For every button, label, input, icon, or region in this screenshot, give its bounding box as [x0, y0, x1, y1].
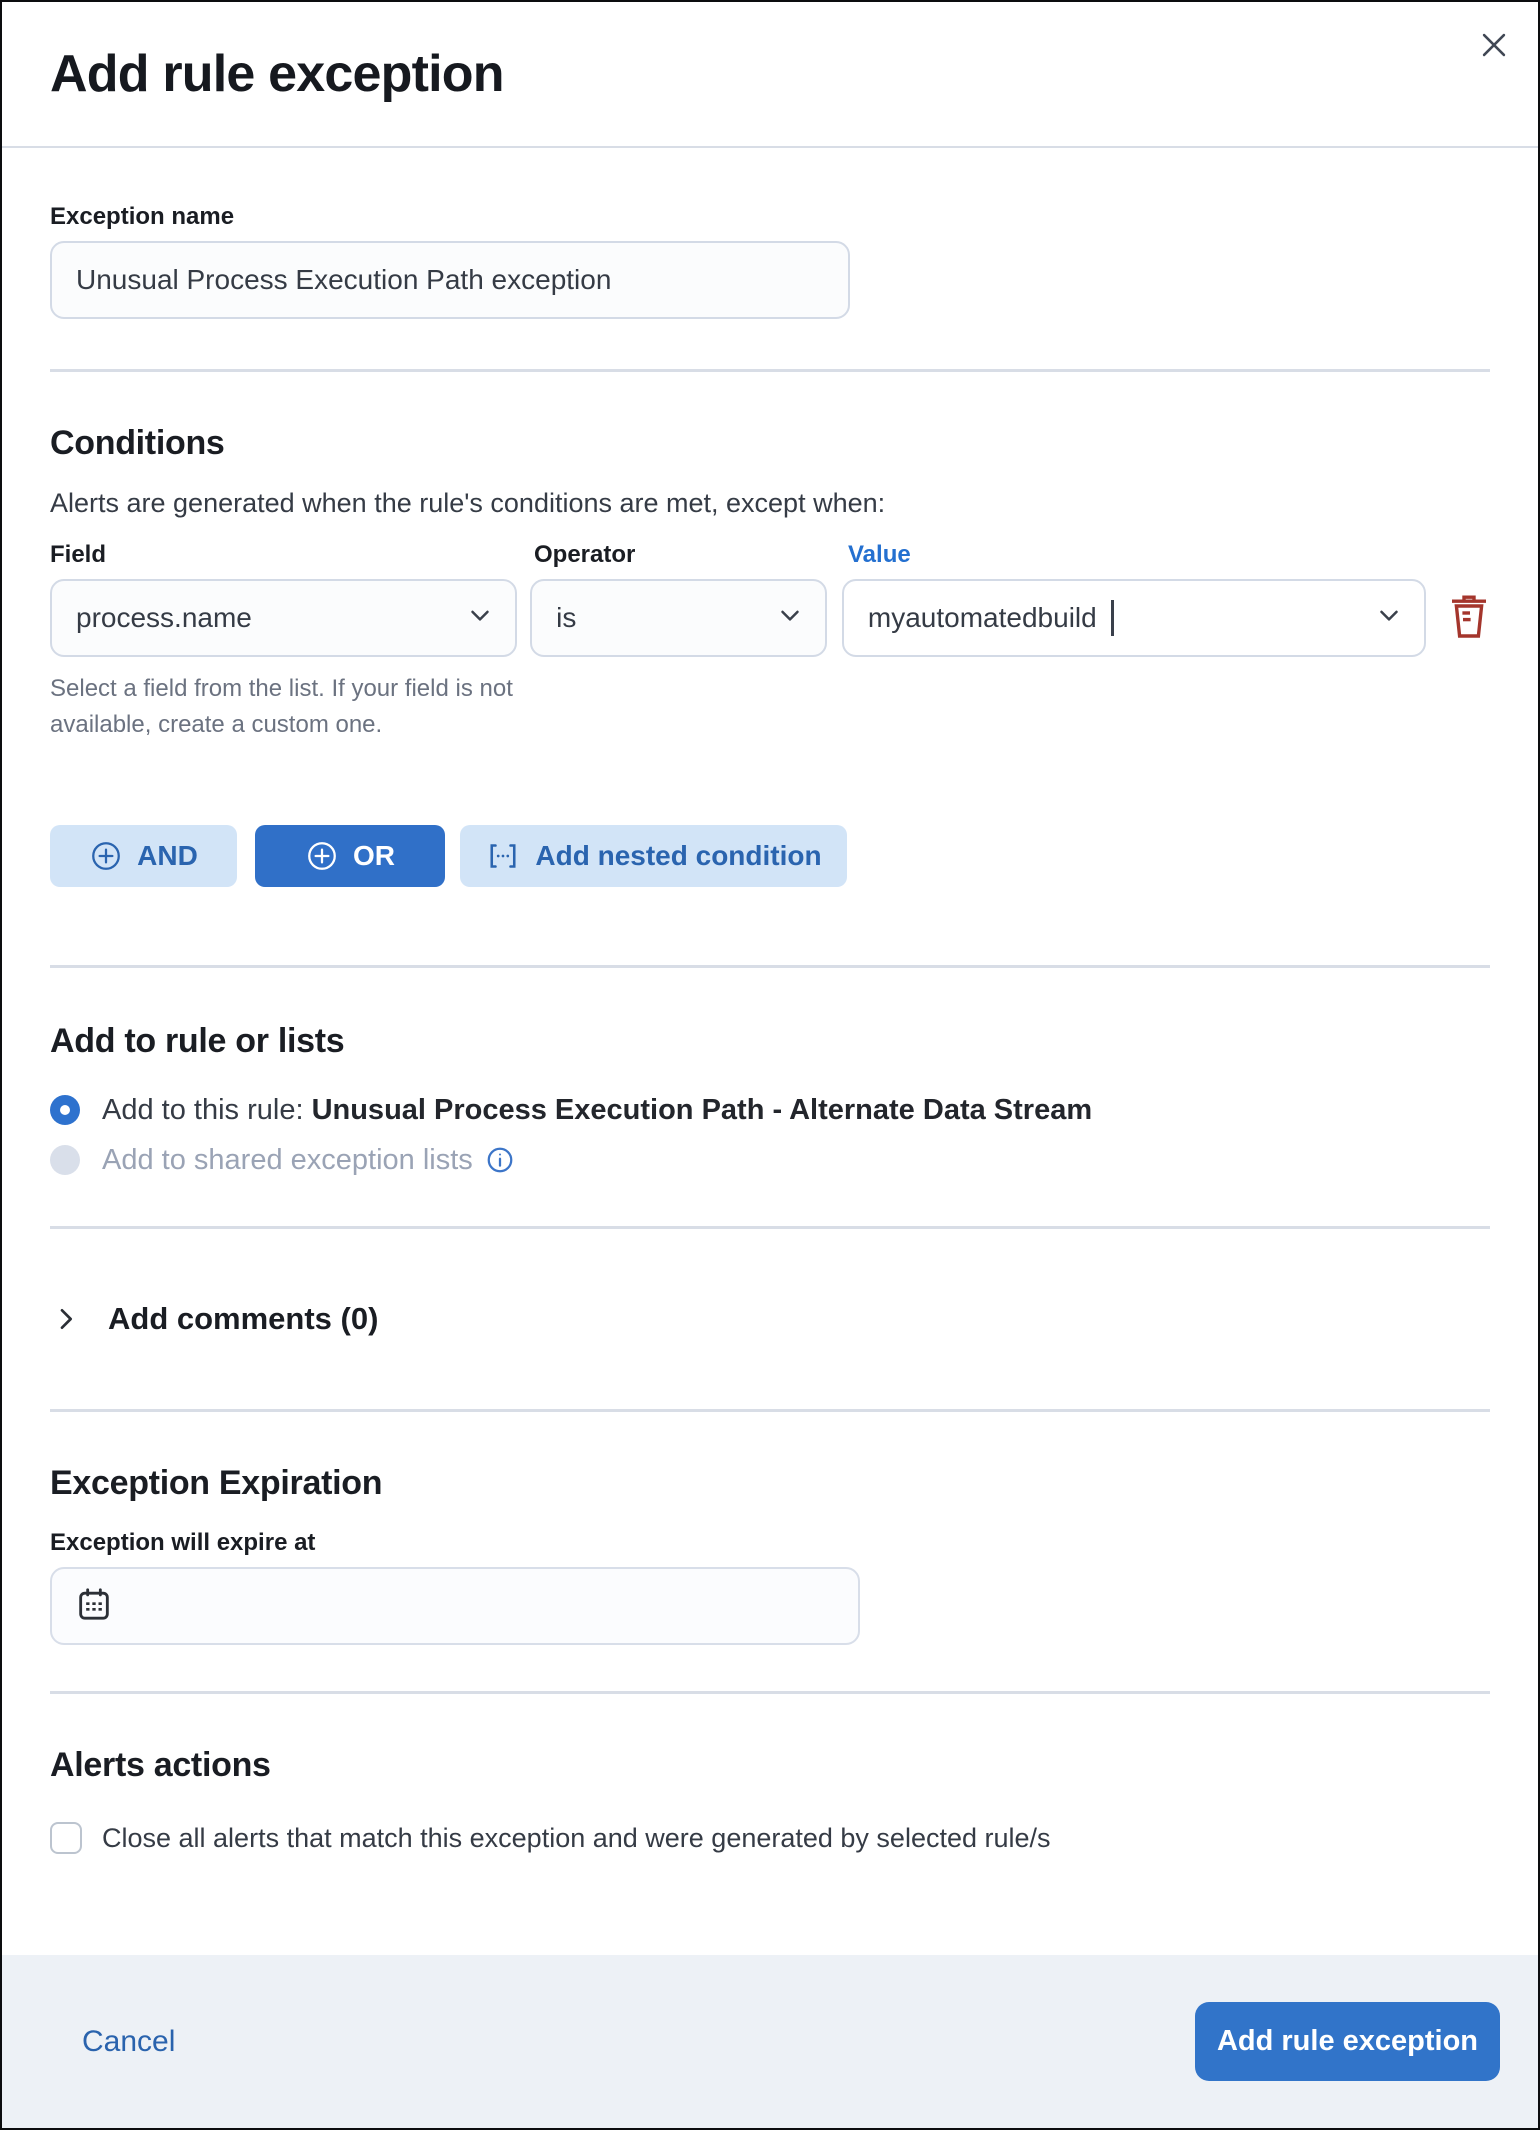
section-divider [50, 1409, 1490, 1412]
add-to-heading: Add to rule or lists [50, 1022, 345, 1060]
and-button-label: AND [137, 840, 198, 871]
or-button[interactable] [255, 825, 445, 887]
calendar-icon [74, 1584, 114, 1629]
condition-column-labels [50, 540, 1490, 570]
value-combobox[interactable] [842, 579, 1426, 657]
add-to-rule-prefix: Add to this rule: [102, 1094, 312, 1126]
field-select-value: process.name [76, 602, 252, 633]
value-combobox-text: myautomatedbuild [867, 602, 1097, 633]
close-alerts-option [50, 1822, 1490, 1854]
plus-circle-icon [305, 839, 339, 873]
modal-title: Add rule exception [50, 45, 504, 103]
trash-icon [1448, 594, 1490, 643]
add-comments-accordion[interactable] [50, 1301, 378, 1337]
exception-name-input[interactable] [50, 241, 850, 319]
delete-condition-button[interactable] [1448, 594, 1490, 642]
close-button[interactable] [1472, 24, 1516, 68]
nested-condition-icon [485, 838, 521, 874]
add-to-rule-option [50, 1090, 1490, 1130]
alerts-actions-heading: Alerts actions [50, 1746, 271, 1784]
condition-row [50, 579, 1490, 657]
add-rule-exception-button[interactable]: Add rule exception [1195, 2002, 1500, 2081]
chevron-down-icon [1374, 600, 1404, 637]
conditions-heading: Conditions [50, 424, 225, 462]
or-button-label: OR [353, 840, 395, 871]
expiration-heading: Exception Expiration [50, 1464, 383, 1502]
modal-footer [2, 1955, 1538, 2128]
close-alerts-checkbox[interactable] [50, 1822, 82, 1854]
and-button[interactable] [50, 825, 237, 887]
expiration-date-input[interactable] [50, 1567, 860, 1645]
expiration-label: Exception will expire at [50, 1529, 316, 1556]
exception-name-label: Exception name [50, 203, 235, 230]
value-label: Value [848, 541, 911, 568]
add-nested-condition-label: Add nested condition [535, 840, 822, 871]
operator-select-value: is [556, 602, 577, 633]
close-icon [1477, 28, 1511, 65]
exception-name-value: Unusual Process Execution Path exception [76, 264, 612, 295]
text-cursor [1111, 600, 1114, 636]
section-divider [50, 965, 1490, 968]
rule-name: Unusual Process Execution Path - Alternate Data Stream [311, 1094, 1093, 1126]
field-select[interactable] [50, 579, 517, 657]
cancel-button[interactable]: Cancel [82, 2024, 176, 2058]
section-divider [50, 1691, 1490, 1694]
chevron-down-icon [775, 600, 805, 637]
plus-circle-icon [89, 839, 123, 873]
conditions-description: Alerts are generated when the rule's conditions are met, except when: [50, 488, 886, 518]
add-to-lists-option [50, 1140, 1490, 1180]
radio-disabled [50, 1145, 80, 1175]
modal-body [2, 148, 1538, 1955]
operator-label: Operator [534, 541, 636, 568]
add-to-rule-label[interactable] [102, 1090, 1092, 1130]
close-alerts-label: Close all alerts that match this exception and were generated by selected rule/s [102, 1822, 1051, 1853]
add-to-lists-label: Add to shared exception lists [102, 1144, 473, 1176]
radio-selected[interactable] [50, 1095, 80, 1125]
condition-buttons [50, 825, 1490, 887]
info-icon[interactable] [485, 1145, 515, 1175]
modal-header [2, 2, 1538, 148]
section-divider [50, 369, 1490, 372]
chevron-down-icon [465, 600, 495, 637]
add-nested-condition-button[interactable] [460, 825, 847, 887]
operator-select[interactable] [530, 579, 827, 657]
section-divider [50, 1226, 1490, 1229]
field-help-text: Select a field from the list. If your field is not available, create a custom one. [50, 675, 513, 738]
field-label: Field [50, 541, 107, 568]
add-comments-label: Add comments (0) [108, 1301, 379, 1336]
chevron-right-icon [50, 1303, 82, 1335]
